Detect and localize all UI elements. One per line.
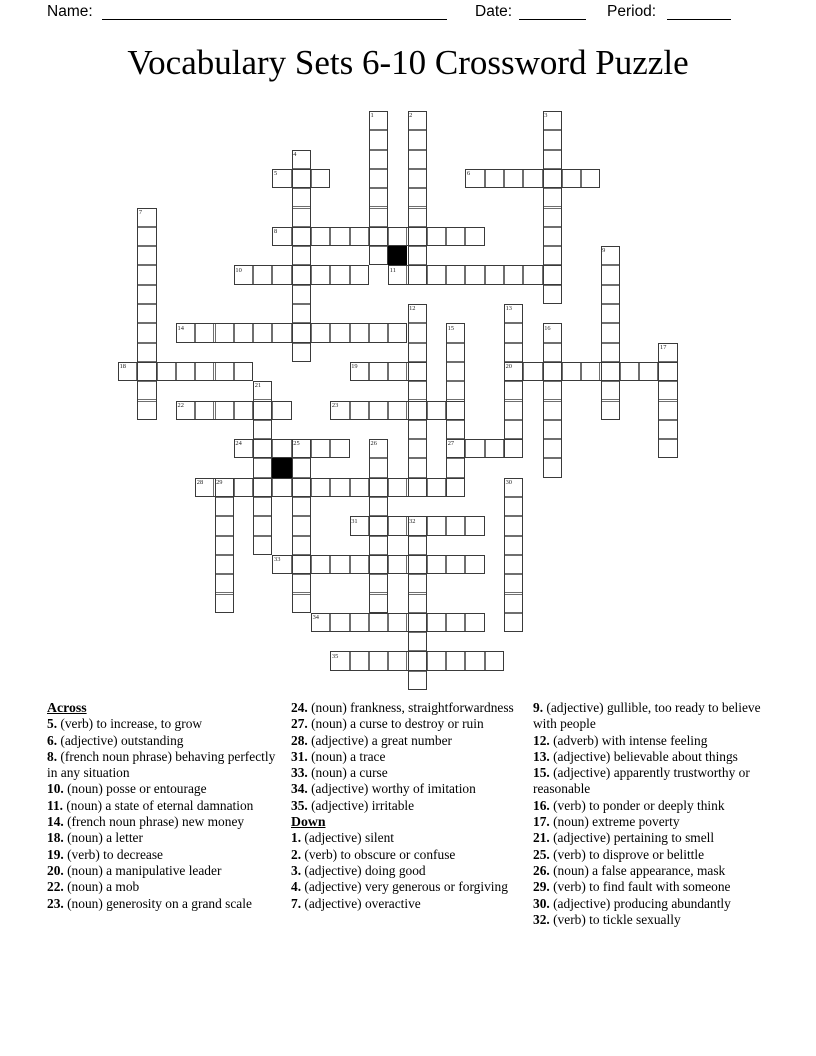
clue-item: 14. (french noun phrase) new money (47, 814, 245, 830)
cell-number: 20 (505, 363, 512, 371)
word-outline (465, 169, 600, 188)
clue-number: 29. (533, 879, 550, 895)
clue-item: 20. (noun) a manipulative leader (47, 862, 222, 878)
clue-number: 21. (533, 830, 550, 846)
black-cell (388, 246, 407, 265)
clue-item: 30. (adjective) producing abundantly (533, 895, 731, 911)
clue-number: 8. (47, 748, 58, 764)
clue-number: 28. (291, 732, 308, 748)
cell-number: 29 (216, 478, 223, 486)
word-outline (504, 362, 678, 381)
cell-number: 24 (235, 440, 242, 448)
page-title: Vocabulary Sets 6-10 Crossword Puzzle (127, 43, 689, 82)
word-outline (543, 323, 562, 477)
clue-number: 12. (533, 732, 550, 748)
clue-item: 1. (adjective) silent (291, 830, 394, 846)
clue-number: 35. (291, 797, 308, 813)
word-outline (369, 111, 388, 265)
cell-number: 10 (235, 266, 242, 274)
word-outline (658, 343, 677, 459)
cell-number: 4 (293, 150, 297, 158)
clue-item: 8. (french noun phrase) behaving perfectly in any situation (47, 748, 276, 781)
word-outline (446, 323, 465, 497)
cell-number: 30 (505, 478, 512, 486)
cell-number: 14 (177, 324, 184, 332)
word-outline (408, 304, 427, 497)
clue-item: 4. (adjective) very generous or forgiving (291, 879, 508, 895)
clue-number: 14. (47, 814, 64, 830)
clue-section-header: Across (47, 700, 87, 715)
clue-item: 21. (adjective) pertaining to smell (533, 830, 715, 846)
period-blank[interactable] (667, 4, 731, 20)
clue-item: 7. (adjective) overactive (291, 895, 421, 911)
clue-number: 25. (533, 846, 550, 862)
cell-number: 28 (196, 478, 204, 486)
cell-number: 27 (447, 440, 455, 448)
clue-number: 1. (291, 830, 302, 846)
clue-number: 31. (291, 748, 308, 764)
clue-item: 19. (verb) to decrease (47, 846, 164, 862)
clue-number: 26. (533, 862, 550, 878)
clue-item: 27. (noun) a curse to destroy or ruin (291, 716, 484, 732)
clue-number: 6. (47, 732, 58, 748)
clue-item: 28. (adjective) a great number (291, 732, 452, 748)
clue-item: 15. (adjective) apparently trustworthy or reasonable (533, 765, 750, 797)
cell-number: 12 (409, 305, 416, 313)
cell-number: 2 (409, 112, 413, 120)
cell-number: 17 (660, 343, 667, 351)
clue-item: 10. (noun) posse or entourage (47, 781, 207, 797)
cell-number: 5 (274, 170, 278, 178)
clue-item: 29. (verb) to find fault with someone (533, 879, 731, 895)
cell-number: 21 (254, 382, 262, 390)
cell-number: 22 (177, 401, 184, 409)
word-outline (292, 150, 311, 362)
clue-item: 25. (verb) to disprove or belittle (533, 846, 705, 862)
clue-column-middle (291, 700, 534, 912)
clue-number: 4. (291, 879, 302, 895)
clue-item: 33. (noun) a curse (291, 765, 388, 781)
clue-number: 2. (291, 846, 302, 862)
word-outline (292, 439, 311, 613)
clue-number: 32. (533, 911, 550, 927)
word-outline (408, 111, 427, 285)
clue-number: 34. (291, 781, 308, 797)
word-outline (176, 401, 292, 420)
clue-item: 5. (verb) to increase, to grow (47, 716, 203, 732)
word-outline (137, 208, 156, 420)
clue-item: 9. (adjective) gullible, too ready to believe with people (533, 700, 761, 732)
name-label: Name: (47, 3, 93, 20)
cell-number: 19 (351, 363, 358, 371)
date-label: Date: (475, 3, 513, 20)
word-outline (311, 613, 485, 632)
clue-number: 22. (47, 879, 64, 895)
clue-section-header: Down (291, 814, 326, 830)
cell-number: 9 (602, 247, 606, 255)
clue-item: 13. (adjective) believable about things (533, 748, 738, 764)
cell-number: 11 (389, 266, 396, 274)
clue-item: 16. (verb) to ponder or deeply think (533, 797, 725, 813)
cell-number: 7 (138, 208, 143, 216)
clue-item: 23. (noun) generosity on a grand scale (47, 895, 252, 911)
cell-number: 23 (331, 401, 339, 409)
word-outline (543, 111, 562, 304)
clue-number: 27. (291, 716, 308, 732)
cell-number: 3 (544, 112, 548, 120)
cell-number: 33 (274, 556, 281, 564)
word-outline (369, 439, 388, 613)
clue-number: 15. (533, 765, 550, 781)
word-outline (408, 516, 427, 690)
clue-item: 3. (adjective) doing good (291, 862, 426, 878)
cell-number: 13 (505, 305, 512, 313)
cell-number: 1 (370, 112, 374, 120)
clue-number: 10. (47, 781, 64, 797)
clue-item: 6. (adjective) outstanding (47, 732, 184, 748)
word-outline (601, 246, 620, 420)
clue-item: 22. (noun) a mob (47, 879, 140, 895)
cell-number: 6 (467, 170, 471, 178)
period-label: Period: (607, 3, 657, 20)
clue-item: 24. (noun) frankness, straightforwardness (291, 700, 514, 715)
clue-number: 5. (47, 716, 58, 732)
cell-number: 35 (331, 652, 339, 660)
clue-column-down (533, 700, 776, 928)
word-outline (504, 304, 523, 458)
cell-number: 32 (409, 517, 416, 525)
word-outline (215, 478, 234, 613)
date-blank[interactable] (519, 4, 586, 20)
cell-number: 26 (370, 440, 377, 448)
clue-number: 33. (291, 765, 308, 781)
clue-number: 16. (533, 797, 550, 813)
clue-item: 17. (noun) extreme poverty (533, 814, 680, 830)
name-blank[interactable] (102, 4, 447, 20)
clue-column-across (47, 700, 280, 912)
cell-number: 15 (447, 324, 455, 332)
clue-number: 13. (533, 748, 550, 764)
word-outline (504, 478, 523, 632)
clue-item: 12. (adverb) with intense feeling (533, 732, 708, 748)
cell-number: 18 (119, 363, 126, 371)
clue-number: 17. (533, 814, 550, 830)
cell-number: 8 (274, 228, 278, 235)
clue-number: 18. (47, 830, 64, 846)
clue-item: 31. (noun) a trace (291, 748, 386, 764)
clue-item: 11. (noun) a state of eternal damnation (47, 797, 254, 813)
clue-item: 32. (verb) to tickle sexually (533, 911, 681, 927)
clue-number: 24. (291, 700, 308, 715)
clue-number: 11. (47, 797, 63, 813)
cell-number: 25 (293, 440, 300, 448)
clue-item: 18. (noun) a letter (47, 830, 143, 846)
clue-number: 23. (47, 895, 64, 911)
clue-number: 19. (47, 846, 64, 862)
cell-number: 34 (312, 614, 319, 621)
clue-number: 9. (533, 700, 544, 715)
black-cell (272, 458, 291, 477)
cell-number: 16 (544, 324, 551, 332)
clue-item: 2. (verb) to obscure or confuse (291, 846, 456, 862)
clue-number: 20. (47, 862, 64, 878)
clue-number: 7. (291, 895, 302, 911)
clue-item: 35. (adjective) irritable (291, 797, 415, 813)
clue-number: 3. (291, 862, 302, 878)
word-outline (253, 381, 272, 555)
clue-item: 34. (adjective) worthy of imitation (291, 781, 476, 797)
clue-number: 30. (533, 895, 550, 911)
clue-item: 26. (noun) a false appearance, mask (533, 862, 726, 878)
cell-number: 31 (351, 517, 358, 525)
